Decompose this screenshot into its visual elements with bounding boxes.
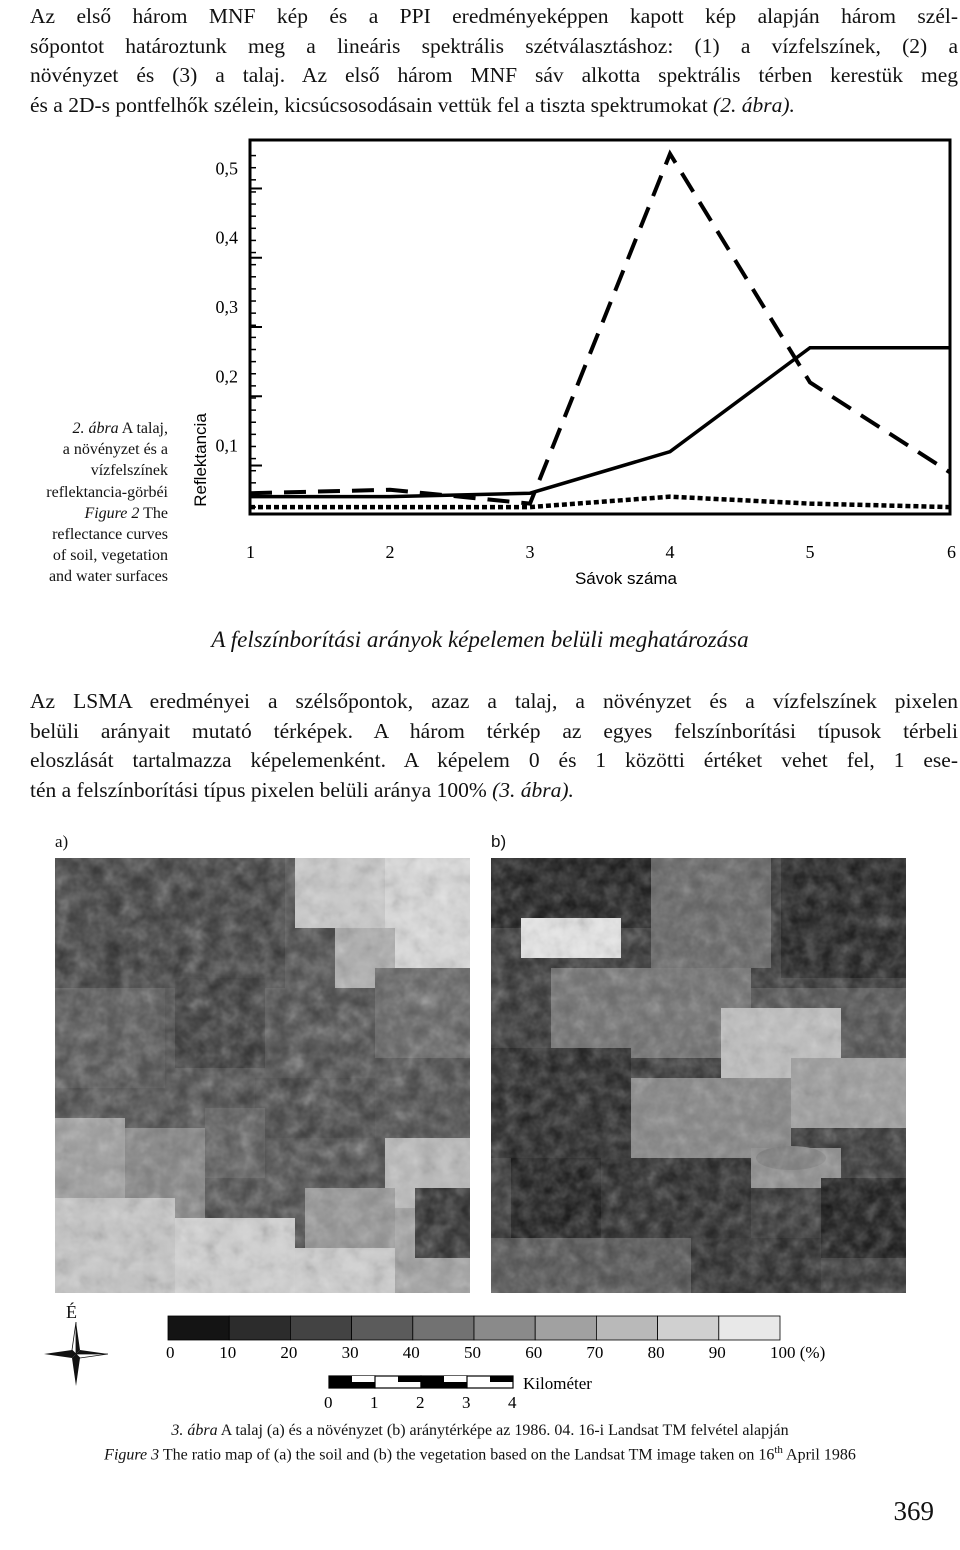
- scale-swatch: [229, 1316, 290, 1340]
- caption-label: 3. ábra: [171, 1422, 218, 1439]
- x-tick-label: 6: [947, 542, 956, 562]
- scale-tick-label: 40: [402, 1343, 420, 1362]
- scale-tick-label: 0: [166, 1343, 175, 1362]
- scale-tick-label: 50: [464, 1343, 481, 1362]
- caption-text: A talaj (a) és a növényzet (b) aránytérképe az 1986. 04. 16-i Landsat TM felvétel alapján: [217, 1422, 789, 1439]
- km-tick-label: 4: [508, 1393, 517, 1412]
- caption-label: 2. ábra: [72, 420, 119, 437]
- km-tick-label: 2: [416, 1393, 425, 1412]
- y-axis-label: Reflektancia: [191, 413, 210, 507]
- scale-swatch: [719, 1316, 780, 1340]
- caption-label: Figure 2: [84, 504, 140, 522]
- north-label: É: [66, 1302, 77, 1322]
- soil-ratio-map: [55, 858, 470, 1293]
- scale-swatch: [168, 1316, 229, 1340]
- x-tick-label: 3: [525, 542, 535, 562]
- caption-line: reflektancia-görbéi: [46, 483, 168, 501]
- chart-axes: [250, 140, 950, 514]
- scale-tick-label: 70: [586, 1343, 604, 1362]
- caption-text: The: [139, 504, 168, 522]
- percent-scale-bar: [150, 1312, 850, 1370]
- km-tick-label: 1: [370, 1393, 379, 1412]
- series-line-solid: [250, 348, 950, 497]
- scale-tick-label: 80: [647, 1343, 665, 1362]
- paragraph-line: [30, 776, 958, 806]
- scale-swatch: [658, 1316, 719, 1340]
- scale-swatch: [352, 1316, 413, 1340]
- y-tick-label: 0,4: [215, 227, 238, 248]
- intro-paragraph: [30, 2, 958, 120]
- page-number: 369: [893, 1496, 934, 1526]
- x-axis-label: Sávok száma: [574, 569, 678, 588]
- km-subsegment: [398, 1376, 421, 1382]
- scale-swatch: [290, 1316, 351, 1340]
- caption-line: reflectance curves: [52, 526, 168, 544]
- scale-tick-label: 90: [708, 1343, 726, 1362]
- scale-swatch: [535, 1316, 596, 1340]
- section-title: A felszínborítási arányok képelemen belüli meghatározása: [211, 627, 749, 652]
- series-line-dashed: [250, 154, 950, 504]
- north-arrow-icon: [44, 1322, 108, 1386]
- paragraph-line: Az LSMA eredményei a szélsőpontok, azaz a talaj, a növényzet és a vízfelszínek pixelen: [30, 689, 958, 713]
- y-tick-label: 0,1: [215, 435, 238, 456]
- plot-frame: [250, 140, 950, 514]
- soil-map-image: [55, 858, 470, 1293]
- kilometer-scale-bar: [315, 1372, 615, 1412]
- caption-line: and water surfaces: [48, 568, 168, 586]
- map-a-label: a): [55, 832, 69, 851]
- lsma-paragraph: [30, 687, 958, 805]
- x-tick-label: 5: [805, 542, 815, 562]
- scale-swatch: [474, 1316, 535, 1340]
- km-subsegment: [490, 1376, 513, 1382]
- caption-text: The ratio map of (a) the soil and (b) the vegetation based on the Landsat TM image taken on 16: [159, 1446, 775, 1464]
- paragraph-line: eloszlását tartalmazza képelemenként. A képelem 0 és 1 közötti értéket vehet fel, 1 ese-: [30, 748, 958, 772]
- scale-tick-label: 100 (%): [770, 1343, 826, 1362]
- caption-text: A talaj,: [118, 420, 168, 437]
- figure3-caption-en: [0, 1444, 960, 1464]
- km-unit-label: Kilométer: [523, 1374, 592, 1393]
- scale-tick-label: 60: [525, 1343, 543, 1362]
- km-subsegment: [352, 1376, 375, 1382]
- y-tick-label: 0,2: [215, 366, 238, 387]
- km-subsegment: [444, 1376, 467, 1382]
- scale-tick-label: 10: [219, 1343, 237, 1362]
- figure3-caption-hu: [0, 1422, 960, 1440]
- x-tick-label: 4: [665, 542, 675, 562]
- figure-ref: (3. ábra).: [492, 777, 574, 802]
- caption-line: vízfelszínek: [90, 462, 168, 480]
- scale-swatch: [413, 1316, 474, 1340]
- paragraph-line: növényzet és (3) a talaj. Az első három MNF sáv alkotta spektrális térben kerestük meg: [30, 63, 958, 87]
- caption-line: a növényzet és a: [62, 441, 168, 459]
- reflectance-chart: [0, 130, 960, 600]
- x-tick-label: 1: [246, 542, 255, 562]
- figure-ref: (2. ábra).: [713, 92, 795, 117]
- paragraph-line: belüli arányait mutató térképek. A három térkép az egyes felszínborítási típusok térbeli: [30, 718, 958, 743]
- x-tick-label: 2: [385, 542, 395, 562]
- scale-tick-label: 20: [280, 1343, 298, 1362]
- km-tick-label: 0: [324, 1393, 333, 1412]
- paragraph-line-text: tén a felszínborítási típus pixelen belüli aránya 100%: [30, 777, 493, 802]
- caption-text-end: April 1986: [782, 1446, 856, 1464]
- vegetation-map-image: [491, 858, 906, 1293]
- map-b-label: b): [491, 832, 507, 851]
- scale-swatch: [596, 1316, 657, 1340]
- paragraph-line: [30, 91, 958, 121]
- caption-sup: th: [774, 1444, 783, 1456]
- vegetation-ratio-map: [491, 858, 906, 1293]
- y-tick-label: 0,3: [215, 297, 238, 317]
- paragraph-line-text: és a 2D-s pontfelhők szélein, kicsúcsosodásain vettük fel a tiszta spektrumokat: [30, 92, 714, 117]
- scale-tick-label: 30: [341, 1343, 359, 1362]
- km-tick-label: 3: [462, 1393, 471, 1412]
- caption-label: Figure 3: [104, 1446, 160, 1464]
- paragraph-line: Az első három MNF kép és a PPI eredményeképpen kapott kép alapján három szél-: [30, 4, 958, 28]
- paragraph-line: sőpontot határoztunk meg a lineáris spektrális szétválasztáshoz: (1) a vízfelszínek, (2) a: [30, 33, 958, 58]
- chart-series: [250, 154, 950, 507]
- caption-line: of soil, vegetation: [52, 547, 168, 565]
- y-tick-label: 0,5: [215, 158, 238, 179]
